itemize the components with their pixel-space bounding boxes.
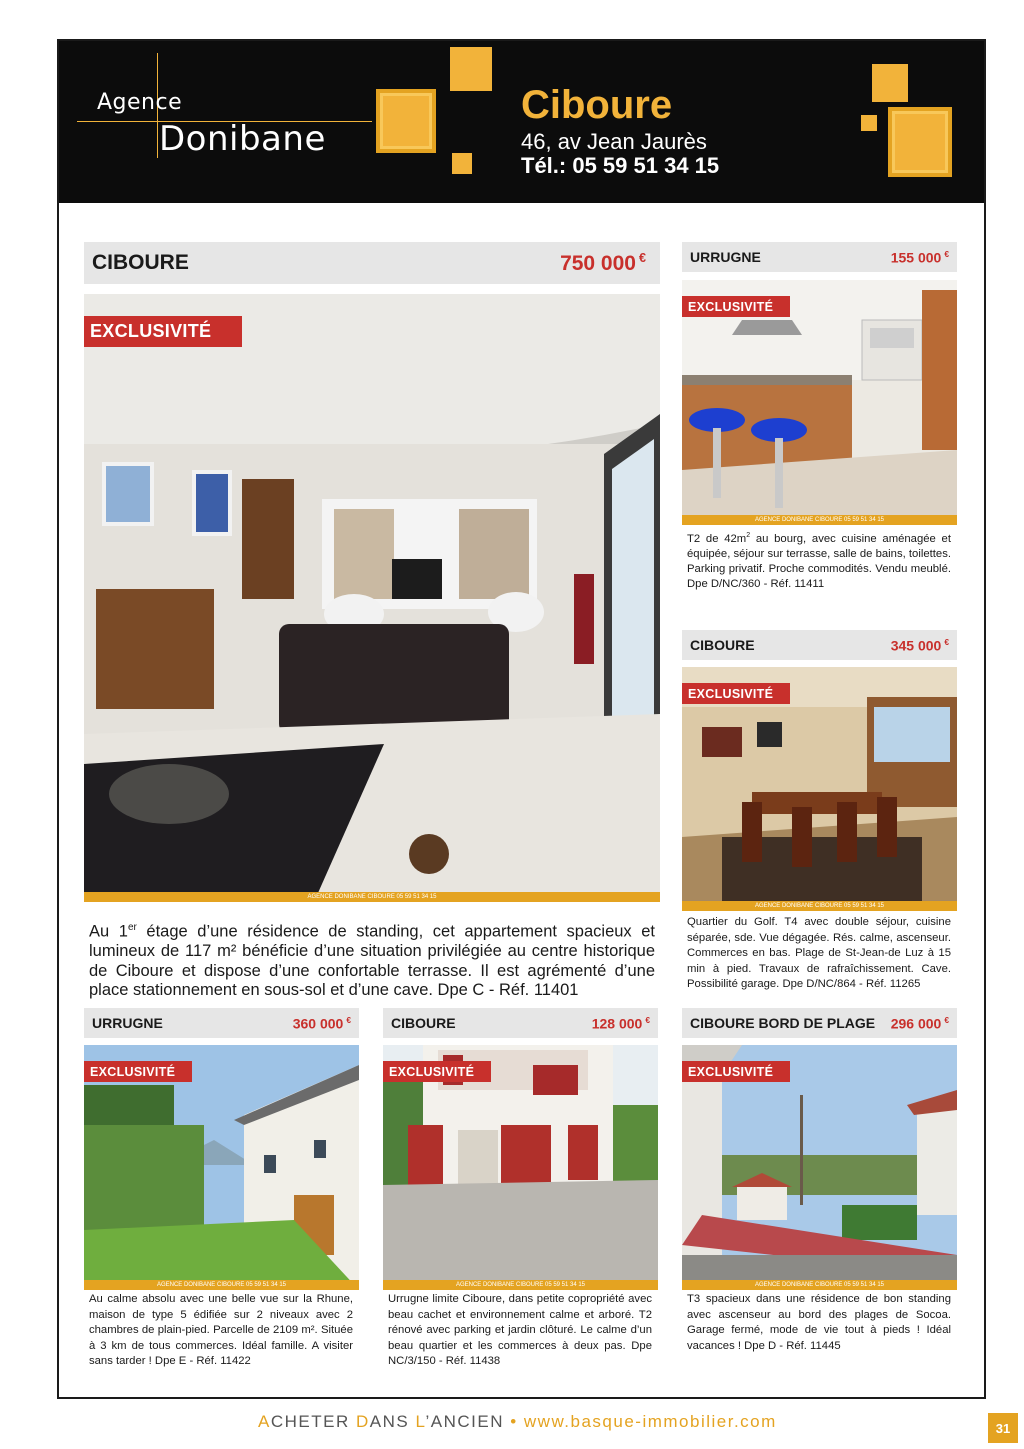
header-address: 46, av Jean Jaurès (521, 129, 707, 154)
photo-credit: AGENCE DONIBANE CIBOURE 05 59 51 34 15 (383, 1280, 658, 1290)
agency-header (59, 41, 984, 203)
listing-location: CIBOURE (391, 1015, 456, 1031)
listing-description: Urrugne limite Ciboure, dans petite copropriété avec beau cachet et environnement calme et arboré. T2 rénové avec parking et jardin clôturé. Le calme d’un beau quartier et les commerces à deux pas. Dpe NC/3/150 - Réf. 11438 (388, 1293, 652, 1367)
listing-bar (682, 630, 957, 660)
listing-location: URRUGNE (690, 249, 761, 265)
footer-website-link[interactable]: www.basque-immobilier.com (523, 1412, 777, 1431)
listing-photo-seaside-view[interactable] (682, 1045, 957, 1290)
header-city: Ciboure (521, 83, 673, 127)
exclusivite-badge: EXCLUSIVITÉ (84, 1061, 192, 1082)
deco-square-small (861, 115, 877, 131)
living-room-image (84, 294, 660, 902)
exclusivite-badge: EXCLUSIVITÉ (682, 1061, 790, 1082)
listing-description: Au calme absolu avec une belle vue sur la Rhune, maison de type 5 édifiée sur 2 niveaux avec 2 chambres de plain-pied. Parcelle de 2109 m². Située à 3 km de tous commerces. Idéal famille. A visiter sans tarder ! Dpe E - Réf. 11422 (89, 1293, 353, 1367)
logo-donibane-text: Donibane (159, 119, 326, 159)
listing-price: 750 000 € (560, 250, 646, 275)
listing-location: URRUGNE (92, 1015, 163, 1031)
photo-credit: AGENCE DONIBANE CIBOURE 05 59 51 34 15 (682, 1280, 957, 1290)
exclusivite-badge: EXCLUSIVITÉ (84, 316, 242, 347)
listing-description: T3 spacieux dans une résidence de bon standing avec ascenseur au bord des plages de Socoa. Garage fermé, mode de vie tout à pieds ! Idéal vacances ! Dpe D - Réf. 11445 (687, 1293, 951, 1352)
listing-location: CIBOURE (690, 637, 755, 653)
listing-bar (682, 242, 957, 272)
listing-location: CIBOURE (92, 251, 189, 274)
listing-price: 128 000 € (591, 1014, 650, 1032)
listing-photo-living-room[interactable] (84, 294, 660, 902)
deco-square-large (888, 107, 952, 177)
listing-photo-dining-room[interactable] (682, 667, 957, 911)
listing-bar (84, 242, 660, 284)
listing-photo-kitchen[interactable] (682, 280, 957, 525)
photo-credit: AGENCE DONIBANE CIBOURE 05 59 51 34 15 (84, 1280, 359, 1290)
listing-description: Quartier du Golf. T4 avec double séjour, cuisine séparée, sde. Vue dégagée. Rés. calme, ascenseur. Commerces en bas. Plage de St-Jean-de Luz à 15 min à pied. Travaux de rafraîchissement. Cave. Possibilité garage. Dpe D/NC/864 - Réf. 11265 (687, 916, 951, 990)
listing-description: Au 1er étage d’une résidence de standing, cet appartement spacieux et lumineux de 117 m² bénéficie d’une situation privilégiée au centre historique de Ciboure et dispose d’une confortable terrasse. Il est agrémenté d’une place stationnement en sous-sol et d’une cave. Dpe C - Réf. 11401 (89, 922, 655, 999)
logo-square-small (452, 153, 472, 174)
listing-photo-basque-house[interactable] (383, 1045, 658, 1290)
header-phone: Tél.: 05 59 51 34 15 (521, 153, 720, 178)
deco-square-top (872, 64, 908, 102)
exclusivite-badge: EXCLUSIVITÉ (682, 683, 790, 704)
photo-credit: AGENCE DONIBANE CIBOURE 05 59 51 34 15 (682, 901, 957, 911)
logo-agence-text: Agence (97, 90, 183, 115)
photo-credit: AGENCE DONIBANE CIBOURE 05 59 51 34 15 (682, 515, 957, 525)
listing-description: T2 de $42m^2$ au bourg, avec cuisine aménagée et équipée, séjour sur terrasse, salle de bains, toilettes. Parking privatif. Proche commodités. Vendu meublé. Dpe D/NC/360 - Réf. 11411 (687, 532, 951, 590)
listing-location: CIBOURE BORD DE PLAGE (690, 1015, 876, 1031)
exclusivite-badge: EXCLUSIVITÉ (682, 296, 790, 317)
listing-price: 155 000 € (890, 248, 949, 266)
listing-bar (84, 1008, 359, 1038)
exclusivite-badge: EXCLUSIVITÉ (383, 1061, 491, 1082)
listing-price: 360 000 € (292, 1014, 351, 1032)
listing-bar (682, 1008, 957, 1038)
listing-price: 296 000 € (890, 1014, 949, 1032)
logo-square-top (450, 47, 492, 91)
page-number: 31 (988, 1413, 1018, 1443)
footer-tagline: ACHETER DANS L’ANCIEN • www.basque-immobilier.com (258, 1412, 777, 1431)
logo-square-large (376, 89, 436, 153)
listing-photo-house-garden[interactable] (84, 1045, 359, 1290)
photo-credit: AGENCE DONIBANE CIBOURE 05 59 51 34 15 (84, 892, 660, 902)
listing-bar (383, 1008, 658, 1038)
listing-price: 345 000 € (890, 636, 949, 654)
